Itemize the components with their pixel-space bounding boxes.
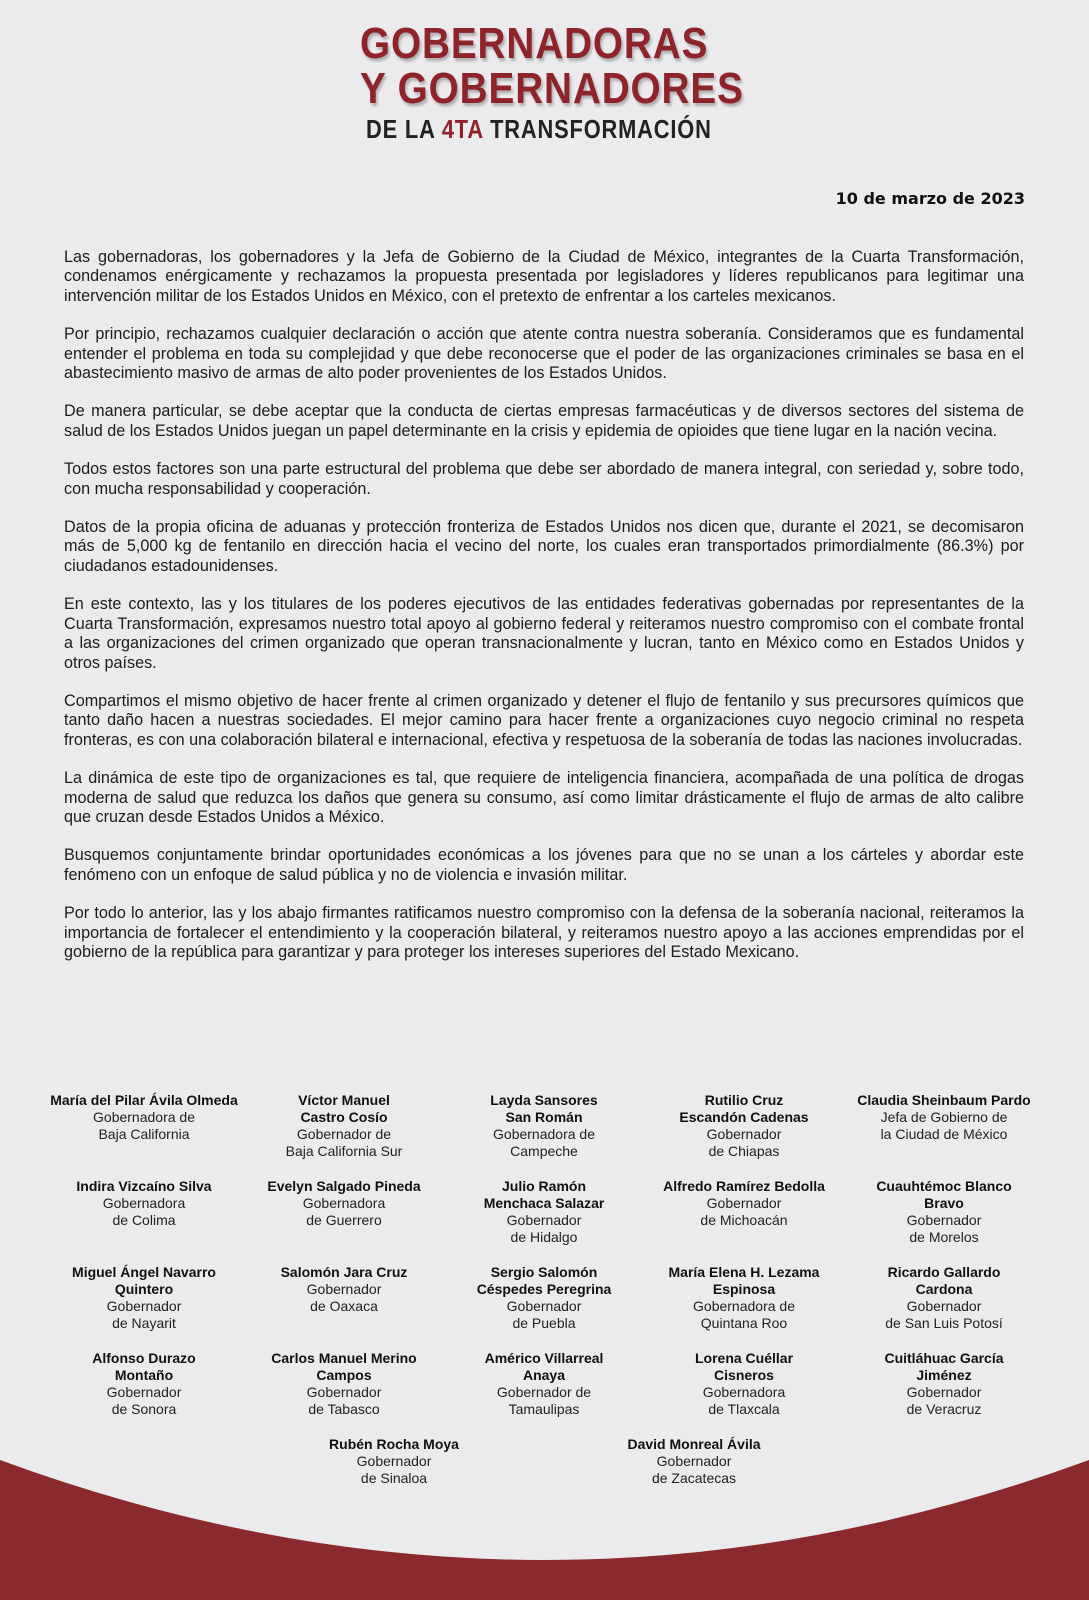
signature [244,1178,444,1246]
signatory-title: Gobernador [106,1384,182,1400]
signatory-name: Cuauhtémoc Blanco [876,1178,1012,1194]
signatory-name: David Monreal Ávila [627,1436,761,1452]
logo-line-3 [366,114,712,144]
signatory-name: Cuitláhuac García [884,1350,1004,1366]
signatory-title: de Michoacán [700,1212,788,1228]
signatory-title: Gobernador [656,1453,732,1469]
signature-row [44,1092,1044,1160]
signatory-name: Evelyn Salgado Pineda [267,1178,421,1194]
signature [44,1178,244,1246]
signatory-name: María del Pilar Ávila Olmeda [50,1092,238,1108]
signatory-name: Sergio Salomón [490,1264,598,1280]
signatory-title: Gobernador [506,1212,582,1228]
signature [244,1264,444,1332]
signatory-name: Rutilio Cruz [704,1092,784,1108]
signatory-title: Gobernador [356,1453,432,1469]
signatory-name: Claudia Sheinbaum Pardo [857,1092,1031,1108]
signature-row [44,1178,1044,1246]
signature [244,1350,444,1418]
signature [844,1178,1044,1246]
paragraph: Por principio, rechazamos cualquier declaración o acción que atente contra nuestra soberanía. Consideramos que es fundamental entender el problema en toda su complejidad y que debe reconocerse que el poder de las organizaciones criminales se basa en el abastecimiento masivo de armas de alto poder provenientes de los Estados Unidos. [64,325,1024,383]
signatory-title: de Sinaloa [360,1470,428,1486]
signatory-name: Cardona [915,1281,973,1297]
signatory-name: Américo Villarreal [484,1350,604,1366]
signatory-title: Gobernador [306,1281,382,1297]
signature [844,1350,1044,1418]
signatory-title: de San Luis Potosí [885,1315,1003,1331]
signature [244,1092,444,1160]
signatory-name: Alfredo Ramírez Bedolla [663,1178,825,1194]
signature [244,1436,544,1487]
signatory-title: Gobernador [906,1384,982,1400]
signatory-title: Gobernadora de [93,1109,195,1125]
signatory-title: de Colima [112,1212,176,1228]
signatory-title: Campeche [510,1143,578,1159]
signatory-title: Gobernador de [296,1126,392,1142]
signatory-name: Carlos Manuel Merino [271,1350,417,1366]
logo-line-1: GOBERNADORAS [360,19,709,68]
signatory-name: Menchaca Salazar [483,1195,605,1211]
signatory-title: Gobernador [906,1298,982,1314]
signatory-title: de Oaxaca [310,1298,378,1314]
signatory-title: Baja California [98,1126,190,1142]
signatory-title: Gobernador [506,1298,582,1314]
signatory-title: Gobernadora de [493,1126,595,1142]
signatory-title: de Sonora [111,1401,177,1417]
signatory-title: Gobernador [106,1298,182,1314]
signature [44,1092,244,1160]
signatory-title: Gobernador [706,1126,782,1142]
signature [444,1092,644,1160]
paragraph: Las gobernadoras, los gobernadores y la Jefa de Gobierno de la Ciudad de México, integrantes de la Cuarta Transformación, condenamos enérgicamente y rechazamos la propuesta presentada por legisladores y líderes republicanos para legitimar una intervención militar de los Estados Unidos en México, con el pretexto de enfrentar a los carteles mexicanos. [64,248,1024,305]
signatory-title: de Nayarit [112,1315,176,1331]
signatory-title: Gobernadora [702,1384,786,1400]
signature-row [44,1350,1044,1418]
signatory-title: Gobernador [706,1195,782,1211]
signatory-title: Gobernador [906,1212,982,1228]
signatory-title: de Tabasco [308,1401,380,1417]
signature [644,1350,844,1418]
signature [544,1436,844,1487]
signatory-title: la Ciudad de México [880,1126,1008,1142]
signatory-name: Salomón Jara Cruz [280,1264,408,1280]
signatory-title: de Hidalgo [510,1229,578,1245]
signatory-name: Espinosa [712,1281,776,1297]
signatory-title: de Chiapas [708,1143,780,1159]
paragraph: Por todo lo anterior, las y los abajo firmantes ratificamos nuestro compromiso con la defensa de la soberanía nacional, reiteramos la importancia de fortalecer el entendimiento y la cooperación bilateral, y reiteramos nuestro apoyo a las acciones emprendidas por el gobierno de la república para garantizar y para proteger los intereses superiores del Estado Mexicano. [64,904,1024,961]
signatory-name: Lorena Cuéllar [694,1350,794,1366]
paragraph: Todos estos factores son una parte estructural del problema que debe ser abordado de manera integral, con seriedad y, sobre todo, con mucha responsabilidad y cooperación. [64,460,1024,498]
signatory-name: Indira Vizcaíno Silva [76,1178,212,1194]
signatory-name: Campos [316,1367,372,1383]
signatory-name: Rubén Rocha Moya [329,1436,459,1452]
signatory-name: Víctor Manuel [298,1092,390,1108]
signature [644,1092,844,1160]
signatory-title: de Guerrero [306,1212,382,1228]
signature [44,1350,244,1418]
signatory-title: Jefa de Gobierno de [880,1109,1008,1125]
signature [444,1178,644,1246]
signatory-name: Layda Sansores [490,1092,598,1108]
paragraph: Datos de la propia oficina de aduanas y protección fronteriza de Estados Unidos nos dicen que, durante el 2021, se decomisaron más de 5,000 kg de fentanilo en dirección hacia el vecino del norte, los cuales eran transportados primordialmente (86.3%) por ciudadanos estadounidenses. [64,518,1024,575]
signatures-block [44,1092,1044,1505]
signatory-name: Anaya [522,1367,566,1383]
signatory-name: Julio Ramón [501,1178,586,1194]
signatory-title: Gobernador [306,1384,382,1400]
signatory-name: Montaño [114,1367,174,1383]
signature [844,1264,1044,1332]
signatory-title: de Tlaxcala [708,1401,780,1417]
signatory-name: Miguel Ángel Navarro [72,1264,216,1280]
paragraph: La dinámica de este tipo de organizaciones es tal, que requiere de inteligencia financiera, acompañada de una política de drogas moderna de salud que reduzca los daños que genera su consumo, así como limitar drásticamente el flujo de armas de alto calibre que cruzan desde Estados Unidos a México. [64,769,1024,826]
statement-body [64,248,1024,981]
signatory-name: Céspedes Peregrina [476,1281,612,1297]
signature [644,1264,844,1332]
signatory-title: Quintana Roo [700,1315,788,1331]
signatory-name: María Elena H. Lezama [668,1264,820,1280]
signature-row [44,1264,1044,1332]
signatory-title: de Veracruz [906,1401,982,1417]
signature [44,1264,244,1332]
signature [444,1264,644,1332]
signature [644,1178,844,1246]
signatory-title: Gobernadora [302,1195,386,1211]
document-date: 10 de marzo de 2023 [835,189,1025,208]
logo [360,19,744,144]
signatory-name: Jiménez [916,1367,972,1383]
signatory-title: Gobernadora [102,1195,186,1211]
signatory-name: Quintero [114,1281,174,1297]
logo-line-2: Y GOBERNADORES [360,64,744,113]
signatory-title: de Zacatecas [651,1470,737,1486]
paragraph: En este contexto, las y los titulares de los poderes ejecutivos de las entidades federativas gobernadas por representantes de la Cuarta Transformación, expresamos nuestro total apoyo al gobierno federal y reiteramos nuestro compromiso con el combate frontal a las organizaciones del crimen organizado que operan transnacionalmente y lucran, tanto en México como en Estados Unidos y otros países. [64,595,1024,672]
signatory-title: de Morelos [909,1229,979,1245]
logo-line-3-prefix: DE LA [366,114,442,144]
signatory-title: Gobernadora de [693,1298,795,1314]
signatory-title: Baja California Sur [285,1143,403,1159]
signatory-name: Cisneros [714,1367,774,1383]
signatory-name: Ricardo Gallardo [887,1264,1001,1280]
signatory-name: Bravo [924,1195,964,1211]
signatory-title: de Puebla [512,1315,576,1331]
logo-line-3-accent: 4TA [441,114,484,144]
signature [444,1350,644,1418]
signatory-title: Tamaulipas [508,1401,580,1417]
signatory-name: Alfonso Durazo [92,1350,196,1366]
signatory-name: San Román [505,1109,583,1125]
paragraph: De manera particular, se debe aceptar que la conducta de ciertas empresas farmacéuticas y de diversos sectores del sistema de salud de los Estados Unidos juegan un papel determinante en la crisis y epidemia de opioides que tiene lugar en la nación vecina. [64,402,1024,440]
paragraph: Busquemos conjuntamente brindar oportunidades económicas a los jóvenes para que no se unan a los cárteles y abordar este fenómeno con un enfoque de salud pública y no de violencia e invasión militar. [64,846,1024,884]
logo-line-3-suffix: TRANSFORMACIÓN [483,114,712,144]
signature-row [44,1436,1044,1487]
paragraph: Compartimos el mismo objetivo de hacer frente al crimen organizado y detener el flujo de fentanilo y sus precursores químicos que tanto daño hacen a nuestras sociedades. El mejor camino para hacer frente a organizaciones cuyo negocio criminal no respeta fronteras, es con una colaboración bilateral e internacional, efectiva y respetuosa de la soberanía de todas las naciones involucradas. [64,691,1024,749]
signatory-name: Castro Cosío [300,1109,388,1125]
signatory-title: Gobernador de [496,1384,592,1400]
signature [844,1092,1044,1160]
signatory-name: Escandón Cadenas [679,1109,809,1125]
